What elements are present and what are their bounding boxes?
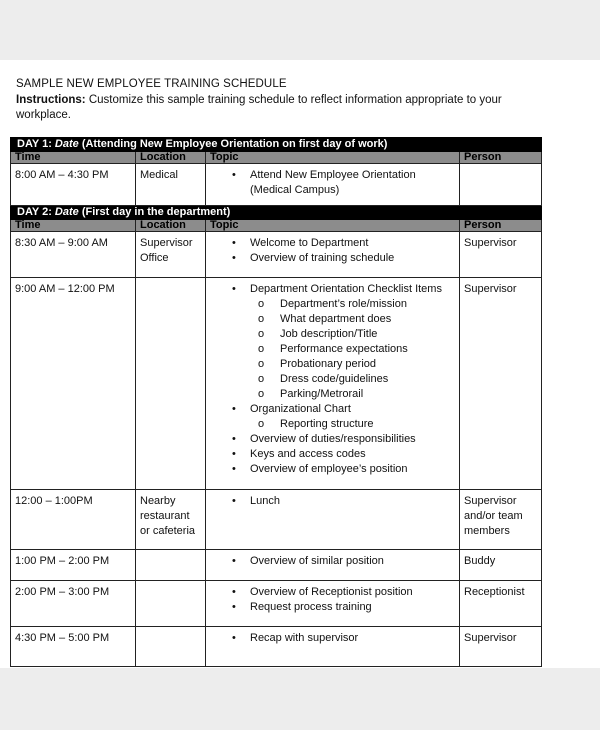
list-item: • Overview of similar position — [232, 555, 384, 567]
table-row — [11, 278, 542, 490]
row-person: Supervisor — [460, 232, 542, 278]
day1-column-headers — [11, 152, 542, 164]
row-time: 4:30 PM – 5:00 PM — [11, 627, 136, 667]
col-time: Time — [11, 220, 136, 232]
day1-label: DAY 1: — [17, 138, 55, 150]
row-person: Supervisor — [460, 278, 542, 490]
row-location — [136, 627, 206, 667]
bullet-icon: • — [232, 495, 236, 507]
bullet-icon: • — [232, 463, 236, 475]
day1-note: (Attending New Employee Orientation on first day of work) — [78, 138, 388, 150]
bullet-icon: • — [232, 403, 236, 415]
circle-bullet-icon: o — [258, 343, 265, 355]
list-item: • Keys and access codes — [232, 448, 366, 460]
table-row — [11, 490, 542, 550]
row-time: 1:00 PM – 2:00 PM — [11, 550, 136, 581]
row-location — [136, 550, 206, 581]
row-location: Supervisor Office — [136, 232, 206, 278]
bullet-icon: • — [232, 283, 236, 295]
sub-list-item: o Dress code/guidelines — [258, 373, 389, 385]
day2-note: (First day in the department) — [78, 206, 231, 218]
bullet-icon: • — [232, 433, 236, 445]
bullet-icon: • — [232, 586, 236, 598]
list-item: • Overview of duties/responsibilities — [232, 433, 416, 445]
sub-list-item: o Reporting structure — [258, 418, 374, 430]
day2-date: Date — [54, 206, 79, 218]
list-item: • Overview of Receptionist position — [232, 586, 413, 598]
day2-header — [11, 206, 542, 220]
col-person: Person — [460, 220, 542, 232]
circle-bullet-icon: o — [258, 328, 265, 340]
day2-column-headers — [11, 220, 542, 232]
instructions-label: Instructions: — [16, 94, 86, 106]
list-item: • Department Orientation Checklist Items — [232, 283, 442, 295]
col-location: Location — [136, 152, 206, 164]
col-topic: Topic — [206, 152, 460, 164]
row-person: Supervisor and/or team members — [460, 490, 542, 550]
row-topic — [206, 627, 460, 667]
day2-label: DAY 2: — [17, 206, 55, 218]
sub-list-item: o Job description/Title — [258, 328, 378, 340]
day1-header — [11, 138, 542, 152]
row-time: 8:30 AM – 9:00 AM — [11, 232, 136, 278]
list-item: • Recap with supervisor — [232, 632, 359, 644]
bullet-icon: • — [232, 632, 236, 644]
row-time: 8:00 AM – 4:30 PM — [11, 164, 136, 206]
list-item: • Overview of employee’s position — [232, 463, 408, 475]
bullet-icon: • — [232, 252, 236, 264]
row-location — [136, 278, 206, 490]
row-location: Nearby restaurant or cafeteria — [136, 490, 206, 550]
col-person: Person — [460, 152, 542, 164]
bullet-icon: • — [232, 237, 236, 249]
row-topic — [206, 581, 460, 627]
col-topic: Topic — [206, 220, 460, 232]
bullet-icon: • — [232, 601, 236, 613]
row-location: Medical — [136, 164, 206, 206]
bullet-icon: • — [232, 169, 236, 181]
table-row — [11, 164, 542, 206]
circle-bullet-icon: o — [258, 418, 265, 430]
circle-bullet-icon: o — [258, 358, 265, 370]
list-item: • Lunch — [232, 495, 280, 507]
circle-bullet-icon: o — [258, 313, 265, 325]
list-item: • Overview of training schedule — [232, 252, 395, 264]
day1-date: Date — [54, 138, 79, 150]
document-page — [0, 60, 600, 668]
row-time: 9:00 AM – 12:00 PM — [11, 278, 136, 490]
row-topic — [206, 278, 460, 490]
row-person: Supervisor — [460, 627, 542, 667]
table-row — [11, 232, 542, 278]
bullet-icon: • — [232, 448, 236, 460]
row-topic — [206, 490, 460, 550]
instructions-text: Customize this sample training schedule to reflect information appropriate to your workplace. — [16, 94, 502, 121]
document-title: SAMPLE NEW EMPLOYEE TRAINING SCHEDULE — [16, 78, 287, 90]
row-person: Receptionist — [460, 581, 542, 627]
row-location — [136, 581, 206, 627]
row-topic — [206, 550, 460, 581]
list-item: • Attend New Employee Orientation (Medical Campus) — [232, 169, 416, 196]
row-time: 2:00 PM – 3:00 PM — [11, 581, 136, 627]
list-item: • Welcome to Department — [232, 237, 369, 249]
col-location: Location — [136, 220, 206, 232]
instructions — [16, 93, 516, 123]
sub-list-item: o Performance expectations — [258, 343, 408, 355]
sub-list-item: o Parking/Metrorail — [258, 388, 364, 400]
circle-bullet-icon: o — [258, 388, 265, 400]
row-time: 12:00 – 1:00PM — [11, 490, 136, 550]
training-schedule-table — [10, 137, 542, 667]
circle-bullet-icon: o — [258, 298, 265, 310]
row-topic — [206, 232, 460, 278]
table-row — [11, 627, 542, 667]
list-item: • Organizational Chart — [232, 403, 351, 415]
sub-list-item: o What department does — [258, 313, 392, 325]
table-row — [11, 581, 542, 627]
table-row — [11, 550, 542, 581]
sub-list-item: o Department’s role/mission — [258, 298, 407, 310]
list-item: • Request process training — [232, 601, 372, 613]
circle-bullet-icon: o — [258, 373, 265, 385]
col-time: Time — [11, 152, 136, 164]
bullet-icon: • — [232, 555, 236, 567]
sub-list-item: o Probationary period — [258, 358, 377, 370]
row-topic — [206, 164, 460, 206]
row-person: Buddy — [460, 550, 542, 581]
row-person — [460, 164, 542, 206]
